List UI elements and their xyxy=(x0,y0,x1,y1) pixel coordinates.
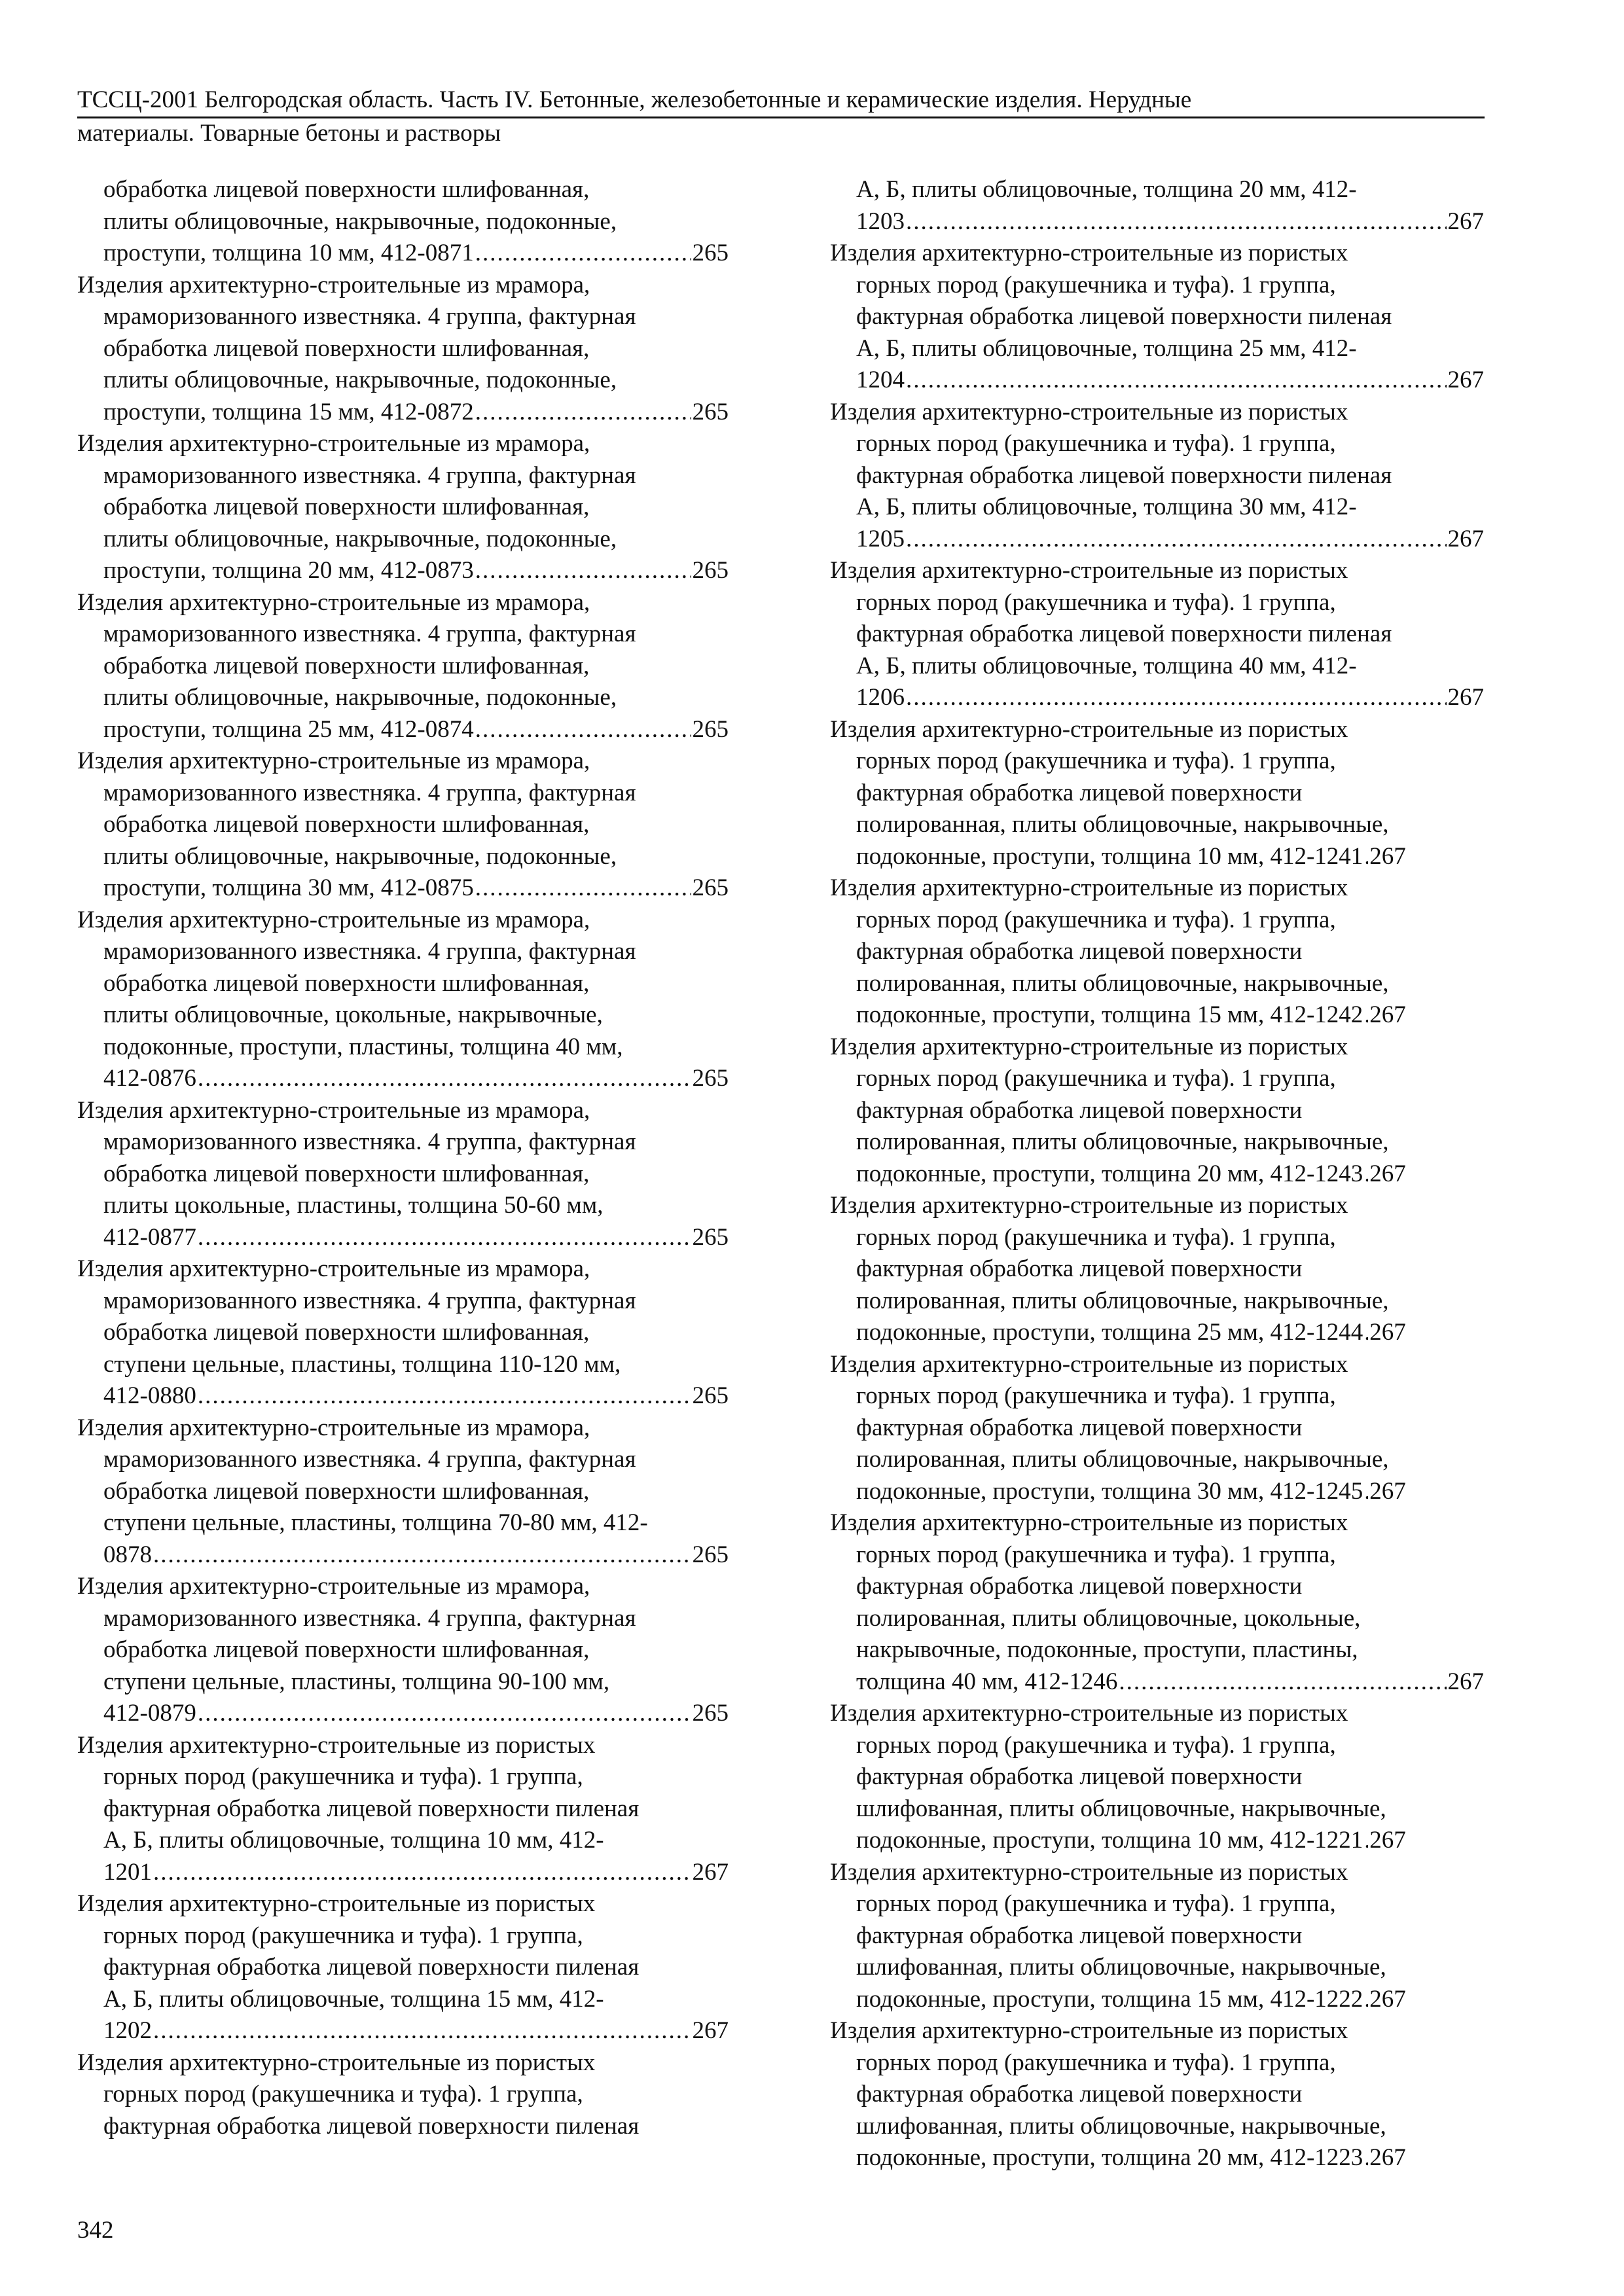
entry-line: Изделия архитектурно-строительные из мрамора, xyxy=(77,1096,590,1124)
entry-line: фактурная обработка лицевой поверхности xyxy=(856,1414,1303,1441)
entry-line: фактурная обработка лицевой поверхности xyxy=(856,1255,1303,1282)
dot-leader xyxy=(906,524,1447,556)
entry-text: подоконные, проступи, толщина 20 мм, 412-1243 xyxy=(856,1160,1363,1187)
entry-line: горных пород (ракушечника и туфа). 1 группа, xyxy=(856,1541,1336,1568)
entry-line: фактурная обработка лицевой поверхности xyxy=(856,1763,1303,1790)
entry-line: мраморизованного известняка. 4 группа, фактурная xyxy=(103,1604,636,1632)
entry-line: плиты облицовочные, накрывочные, подоконные, xyxy=(103,684,617,711)
entry-line: мраморизованного известняка. 4 группа, фактурная xyxy=(103,1446,636,1473)
header-line-2: материалы. Товарные бетоны и растворы xyxy=(77,120,501,147)
entry-line: фактурная обработка лицевой поверхности xyxy=(856,2081,1303,2108)
entry-last-line xyxy=(103,1857,729,1889)
entry-last-line xyxy=(856,1476,1484,1508)
entry-text: 1206 xyxy=(856,684,905,711)
index-entry xyxy=(77,1253,729,1412)
dot-leader xyxy=(1364,1984,1368,2016)
page-reference: 265 xyxy=(692,1541,729,1568)
entry-line: фактурная обработка лицевой поверхности xyxy=(856,1573,1303,1600)
entry-line: обработка лицевой поверхности шлифованная, xyxy=(103,1319,590,1346)
entry-line: Изделия архитектурно-строительные из мрамора, xyxy=(77,588,590,616)
entry-line: Изделия архитектурно-строительные из пористых xyxy=(830,1192,1348,1219)
entry-line: ступени цельные, пластины, толщина 110-120 мм, xyxy=(103,1350,621,1378)
entry-last-line xyxy=(103,714,729,746)
entry-line: Изделия архитектурно-строительные из пористых xyxy=(830,1858,1348,1886)
entry-line: шлифованная, плиты облицовочные, накрывочные, xyxy=(856,2112,1386,2140)
index-entry xyxy=(77,745,729,905)
entry-text: толщина 40 мм, 412-1246 xyxy=(856,1668,1118,1695)
index-entry xyxy=(77,1730,729,1889)
page-number: 342 xyxy=(77,2217,114,2244)
entry-text: проступи, толщина 30 мм, 412-0875 xyxy=(103,874,474,901)
index-entry xyxy=(830,1349,1484,1508)
entry-line: полированная, плиты облицовочные, накрывочные, xyxy=(856,1128,1389,1155)
entry-line: мраморизованного известняка. 4 группа, фактурная xyxy=(103,1128,636,1155)
index-entry xyxy=(830,872,1484,1031)
dot-leader xyxy=(1364,1158,1368,1191)
entry-text: подоконные, проступи, толщина 30 мм, 412-1245 xyxy=(856,1477,1363,1505)
entry-text: 412-0876 xyxy=(103,1065,196,1092)
entry-line: ступени цельные, пластины, толщина 90-100 мм, xyxy=(103,1668,610,1695)
entry-line: плиты цокольные, пластины, толщина 50-60 мм, xyxy=(103,1192,604,1219)
entry-text: подоконные, проступи, толщина 20 мм, 412-1223 xyxy=(856,2144,1363,2171)
index-column-right xyxy=(830,174,1484,2174)
entry-line: мраморизованного известняка. 4 группа, фактурная xyxy=(103,461,636,489)
entry-line: обработка лицевой поверхности шлифованная, xyxy=(103,334,590,362)
entry-line: А, Б, плиты облицовочные, толщина 25 мм, 412- xyxy=(856,334,1357,362)
entry-last-line xyxy=(856,1666,1484,1698)
entry-line: Изделия архитектурно-строительные из пористых xyxy=(830,1033,1348,1060)
index-entry xyxy=(830,174,1484,238)
page-reference: 267 xyxy=(1447,207,1484,235)
dot-leader xyxy=(1364,2142,1368,2174)
dot-leader xyxy=(1364,999,1368,1031)
entry-line: Изделия архитектурно-строительные из пористых xyxy=(830,398,1348,425)
index-entry xyxy=(830,1507,1484,1698)
entry-line: горных пород (ракушечника и туфа). 1 группа, xyxy=(856,1223,1336,1251)
dot-leader xyxy=(153,2015,691,2047)
entry-line: Изделия архитектурно-строительные из пористых xyxy=(830,715,1348,743)
page-reference: 265 xyxy=(692,398,729,425)
entry-line: Изделия архитектурно-строительные из мрамора, xyxy=(77,1255,590,1282)
dot-leader xyxy=(1364,841,1368,873)
page-reference: 267 xyxy=(692,1858,729,1886)
page-reference: 265 xyxy=(692,1065,729,1092)
index-entry xyxy=(77,174,729,270)
entry-line: обработка лицевой поверхности шлифованная, xyxy=(103,176,590,203)
entry-line: фактурная обработка лицевой поверхности пиленая xyxy=(856,620,1392,647)
entry-line: фактурная обработка лицевой поверхности пиленая xyxy=(103,1954,640,1981)
entry-line: обработка лицевой поверхности шлифованная, xyxy=(103,969,590,997)
index-entry xyxy=(77,270,729,429)
entry-text: 412-0880 xyxy=(103,1382,196,1409)
index-entry xyxy=(77,428,729,587)
page-reference: 267 xyxy=(1447,367,1484,393)
entry-text: подоконные, проступи, толщина 15 мм, 412-1222 xyxy=(856,1985,1363,2013)
page-reference: 267 xyxy=(1447,1668,1484,1695)
entry-last-line xyxy=(856,206,1484,238)
entry-text: подоконные, проступи, толщина 15 мм, 412-1242 xyxy=(856,1001,1363,1028)
header-line-1: ТССЦ-2001 Белгородская область. Часть IV. Бетонные, железобетонные и керамические изделия. Нерудные xyxy=(77,85,1485,118)
entry-line: фактурная обработка лицевой поверхности пиленая xyxy=(103,1795,640,1822)
entry-line: горных пород (ракушечника и туфа). 1 группа, xyxy=(856,588,1336,616)
entry-last-line xyxy=(103,397,729,429)
entry-line: фактурная обработка лицевой поверхности xyxy=(856,938,1303,965)
entry-last-line xyxy=(856,1158,1484,1191)
entry-line: Изделия архитектурно-строительные из пористых xyxy=(830,1350,1348,1378)
dot-leader xyxy=(475,238,691,270)
dot-leader xyxy=(153,1539,691,1571)
page-reference: 265 xyxy=(692,557,729,584)
dot-leader xyxy=(198,1063,691,1095)
entry-line: фактурная обработка лицевой поверхности xyxy=(856,1922,1303,1949)
entry-line: горных пород (ракушечника и туфа). 1 группа, xyxy=(856,1890,1336,1917)
index-entry xyxy=(77,1412,729,1571)
dot-leader xyxy=(198,1380,691,1412)
entry-line: А, Б, плиты облицовочные, толщина 20 мм, 412- xyxy=(856,176,1357,203)
entry-line: Изделия архитектурно-строительные из мрамора, xyxy=(77,1414,590,1441)
page-reference: 265 xyxy=(692,1223,729,1251)
entry-line: обработка лицевой поверхности шлифованная, xyxy=(103,1160,590,1187)
running-header xyxy=(77,85,1485,149)
entry-text: 412-0879 xyxy=(103,1700,196,1727)
entry-last-line xyxy=(856,2142,1484,2174)
entry-last-line xyxy=(103,1222,729,1254)
entry-last-line xyxy=(103,1698,729,1730)
entry-line: Изделия архитектурно-строительные из мрамора, xyxy=(77,271,590,298)
page-reference: 265 xyxy=(692,715,729,743)
page-reference: 267 xyxy=(1369,1160,1406,1187)
index-entry xyxy=(830,1190,1484,1349)
entry-line: горных пород (ракушечника и туфа). 1 группа, xyxy=(856,430,1336,457)
entry-line: Изделия архитектурно-строительные из пористых xyxy=(830,874,1348,901)
entry-line: горных пород (ракушечника и туфа). 1 группа, xyxy=(103,1763,583,1790)
entry-line: горных пород (ракушечника и туфа). 1 группа, xyxy=(856,2049,1336,2076)
dot-leader xyxy=(475,555,691,587)
entry-last-line xyxy=(103,555,729,587)
entry-last-line xyxy=(856,1984,1484,2016)
dot-leader xyxy=(1364,1476,1368,1508)
index-entry xyxy=(77,1888,729,2047)
entry-text: подоконные, проступи, толщина 10 мм, 412-1221 xyxy=(856,1827,1363,1854)
entry-line: шлифованная, плиты облицовочные, накрывочные, xyxy=(856,1954,1386,1981)
entry-line: плиты облицовочные, накрывочные, подоконные, xyxy=(103,367,617,393)
entry-line: обработка лицевой поверхности шлифованная, xyxy=(103,811,590,838)
entry-line: Изделия архитектурно-строительные из пористых xyxy=(77,2049,596,2076)
entry-line: мраморизованного известняка. 4 группа, фактурная xyxy=(103,303,636,330)
entry-text: проступи, толщина 20 мм, 412-0873 xyxy=(103,557,474,584)
entry-text: проступи, толщина 25 мм, 412-0874 xyxy=(103,715,474,743)
entry-line: полированная, плиты облицовочные, накрывочные, xyxy=(856,811,1389,838)
entry-line: А, Б, плиты облицовочные, толщина 30 мм, 412- xyxy=(856,493,1357,520)
entry-line: горных пород (ракушечника и туфа). 1 группа, xyxy=(856,1382,1336,1409)
entry-last-line xyxy=(103,238,729,270)
entry-line: Изделия архитектурно-строительные из пористых xyxy=(77,1890,596,1917)
entry-last-line xyxy=(103,1380,729,1412)
entry-line: обработка лицевой поверхности шлифованная, xyxy=(103,1636,590,1663)
entry-line: Изделия архитектурно-строительные из пористых xyxy=(830,1509,1348,1536)
entry-line: ступени цельные, пластины, толщина 70-80 мм, 412- xyxy=(103,1509,648,1536)
entry-line: плиты облицовочные, накрывочные, подоконные, xyxy=(103,842,617,870)
entry-line: мраморизованного известняка. 4 группа, фактурная xyxy=(103,620,636,647)
entry-line: накрывочные, подоконные, проступи, пластины, xyxy=(856,1636,1358,1663)
entry-line: плиты облицовочные, накрывочные, подоконные, xyxy=(103,525,617,552)
entry-line: полированная, плиты облицовочные, накрывочные, xyxy=(856,969,1389,997)
entry-last-line xyxy=(856,365,1484,397)
page-reference: 267 xyxy=(1369,1001,1406,1028)
entry-line: плиты облицовочные, цокольные, накрывочные, xyxy=(103,1001,603,1028)
entry-last-line xyxy=(856,841,1484,873)
entry-line: горных пород (ракушечника и туфа). 1 группа, xyxy=(856,906,1336,933)
page-reference: 265 xyxy=(692,1382,729,1409)
entry-line: обработка лицевой поверхности шлифованная, xyxy=(103,652,590,679)
entry-line: фактурная обработка лицевой поверхности пиленая xyxy=(856,461,1392,489)
dot-leader xyxy=(198,1222,691,1254)
entry-last-line xyxy=(856,1825,1484,1857)
entry-line: Изделия архитектурно-строительные из пористых xyxy=(77,1731,596,1759)
entry-line: Изделия архитектурно-строительные из пористых xyxy=(830,240,1348,266)
dot-leader xyxy=(1119,1666,1446,1698)
entry-last-line xyxy=(103,872,729,905)
index-entry xyxy=(830,238,1484,397)
index-entry xyxy=(830,2015,1484,2174)
index-entry xyxy=(830,1698,1484,1857)
entry-line: мраморизованного известняка. 4 группа, фактурная xyxy=(103,938,636,965)
entry-text: 1205 xyxy=(856,525,905,552)
index-entry xyxy=(830,397,1484,556)
index-entry xyxy=(77,2047,729,2143)
entry-line: горных пород (ракушечника и туфа). 1 группа, xyxy=(856,271,1336,298)
entry-text: 1201 xyxy=(103,1858,152,1886)
entry-line: горных пород (ракушечника и туфа). 1 группа, xyxy=(856,1065,1336,1092)
entry-line: мраморизованного известняка. 4 группа, фактурная xyxy=(103,779,636,806)
entry-line: полированная, плиты облицовочные, накрывочные, xyxy=(856,1446,1389,1473)
entry-line: фактурная обработка лицевой поверхности xyxy=(856,1096,1303,1124)
index-entry xyxy=(77,905,729,1095)
dot-leader xyxy=(906,365,1447,397)
entry-text: 1202 xyxy=(103,2017,152,2044)
entry-line: подоконные, проступи, пластины, толщина 40 мм, xyxy=(103,1033,623,1060)
entry-line: полированная, плиты облицовочные, цокольные, xyxy=(856,1604,1361,1632)
dot-leader xyxy=(153,1857,691,1889)
entry-line: Изделия архитектурно-строительные из мрамора, xyxy=(77,430,590,457)
entry-line: Изделия архитектурно-строительные из мрамора, xyxy=(77,1573,590,1600)
page-reference: 267 xyxy=(1447,525,1484,552)
index-entry xyxy=(830,1857,1484,2016)
dot-leader xyxy=(198,1698,691,1730)
entry-line: Изделия архитектурно-строительные из пористых xyxy=(830,2017,1348,2044)
entry-last-line xyxy=(856,1317,1484,1349)
page-reference: 267 xyxy=(1447,684,1484,711)
page-reference: 265 xyxy=(692,874,729,901)
entry-last-line xyxy=(103,1539,729,1571)
dot-leader xyxy=(1364,1825,1368,1857)
entry-line: горных пород (ракушечника и туфа). 1 группа, xyxy=(103,2081,583,2108)
page-reference: 265 xyxy=(692,1700,729,1727)
entry-last-line xyxy=(856,524,1484,556)
index-entry xyxy=(830,555,1484,714)
page-reference: 267 xyxy=(1369,1319,1406,1346)
page-reference: 267 xyxy=(1369,1827,1406,1854)
entry-text: 1203 xyxy=(856,207,905,235)
entry-last-line xyxy=(856,682,1484,714)
index-entry xyxy=(830,1031,1484,1191)
index-entry xyxy=(77,587,729,746)
entry-text: 1204 xyxy=(856,367,905,393)
entry-last-line xyxy=(103,2015,729,2047)
entry-line: фактурная обработка лицевой поверхности xyxy=(856,779,1303,806)
entry-text: подоконные, проступи, толщина 25 мм, 412-1244 xyxy=(856,1319,1363,1346)
entry-line: А, Б, плиты облицовочные, толщина 15 мм, 412- xyxy=(103,1985,604,2013)
entry-line: фактурная обработка лицевой поверхности пиленая xyxy=(856,303,1392,330)
dot-leader xyxy=(475,397,691,429)
entry-line: обработка лицевой поверхности шлифованная, xyxy=(103,1477,590,1505)
dot-leader xyxy=(475,872,691,905)
entry-line: Изделия архитектурно-строительные из мрамора, xyxy=(77,906,590,933)
entry-line: А, Б, плиты облицовочные, толщина 40 мм, 412- xyxy=(856,652,1357,679)
index-entry xyxy=(77,1095,729,1254)
entry-text: 0878 xyxy=(103,1541,152,1568)
index-entry xyxy=(77,1571,729,1730)
entry-line: А, Б, плиты облицовочные, толщина 10 мм, 412- xyxy=(103,1827,604,1854)
page-reference: 267 xyxy=(1369,842,1406,870)
entry-text: подоконные, проступи, толщина 10 мм, 412-1241 xyxy=(856,842,1363,870)
dot-leader xyxy=(475,714,691,746)
entry-line: фактурная обработка лицевой поверхности пиленая xyxy=(103,2112,640,2140)
entry-line: плиты облицовочные, накрывочные, подоконные, xyxy=(103,207,617,235)
entry-line: горных пород (ракушечника и туфа). 1 группа, xyxy=(856,1731,1336,1759)
dot-leader xyxy=(1364,1317,1368,1349)
entry-line: горных пород (ракушечника и туфа). 1 группа, xyxy=(856,747,1336,774)
dot-leader xyxy=(906,682,1447,714)
index-column-left xyxy=(77,174,729,2142)
entry-line: обработка лицевой поверхности шлифованная, xyxy=(103,493,590,520)
page-reference: 267 xyxy=(1369,1477,1406,1505)
entry-line: шлифованная, плиты облицовочные, накрывочные, xyxy=(856,1795,1386,1822)
index-entry xyxy=(830,714,1484,873)
entry-text: проступи, толщина 10 мм, 412-0871 xyxy=(103,240,474,266)
page-reference: 267 xyxy=(1369,1985,1406,2013)
entry-line: Изделия архитектурно-строительные из пористых xyxy=(830,1700,1348,1727)
page-reference: 267 xyxy=(1369,2144,1406,2171)
entry-line: горных пород (ракушечника и туфа). 1 группа, xyxy=(103,1922,583,1949)
page-reference: 267 xyxy=(692,2017,729,2044)
entry-last-line xyxy=(856,999,1484,1031)
dot-leader xyxy=(906,206,1447,238)
entry-text: проступи, толщина 15 мм, 412-0872 xyxy=(103,398,474,425)
entry-line: мраморизованного известняка. 4 группа, фактурная xyxy=(103,1287,636,1314)
entry-text: 412-0877 xyxy=(103,1223,196,1251)
entry-line: Изделия архитектурно-строительные из мрамора, xyxy=(77,747,590,774)
entry-last-line xyxy=(103,1063,729,1095)
entry-line: Изделия архитектурно-строительные из пористых xyxy=(830,557,1348,584)
page-reference: 265 xyxy=(692,240,729,266)
entry-line: полированная, плиты облицовочные, накрывочные, xyxy=(856,1287,1389,1314)
